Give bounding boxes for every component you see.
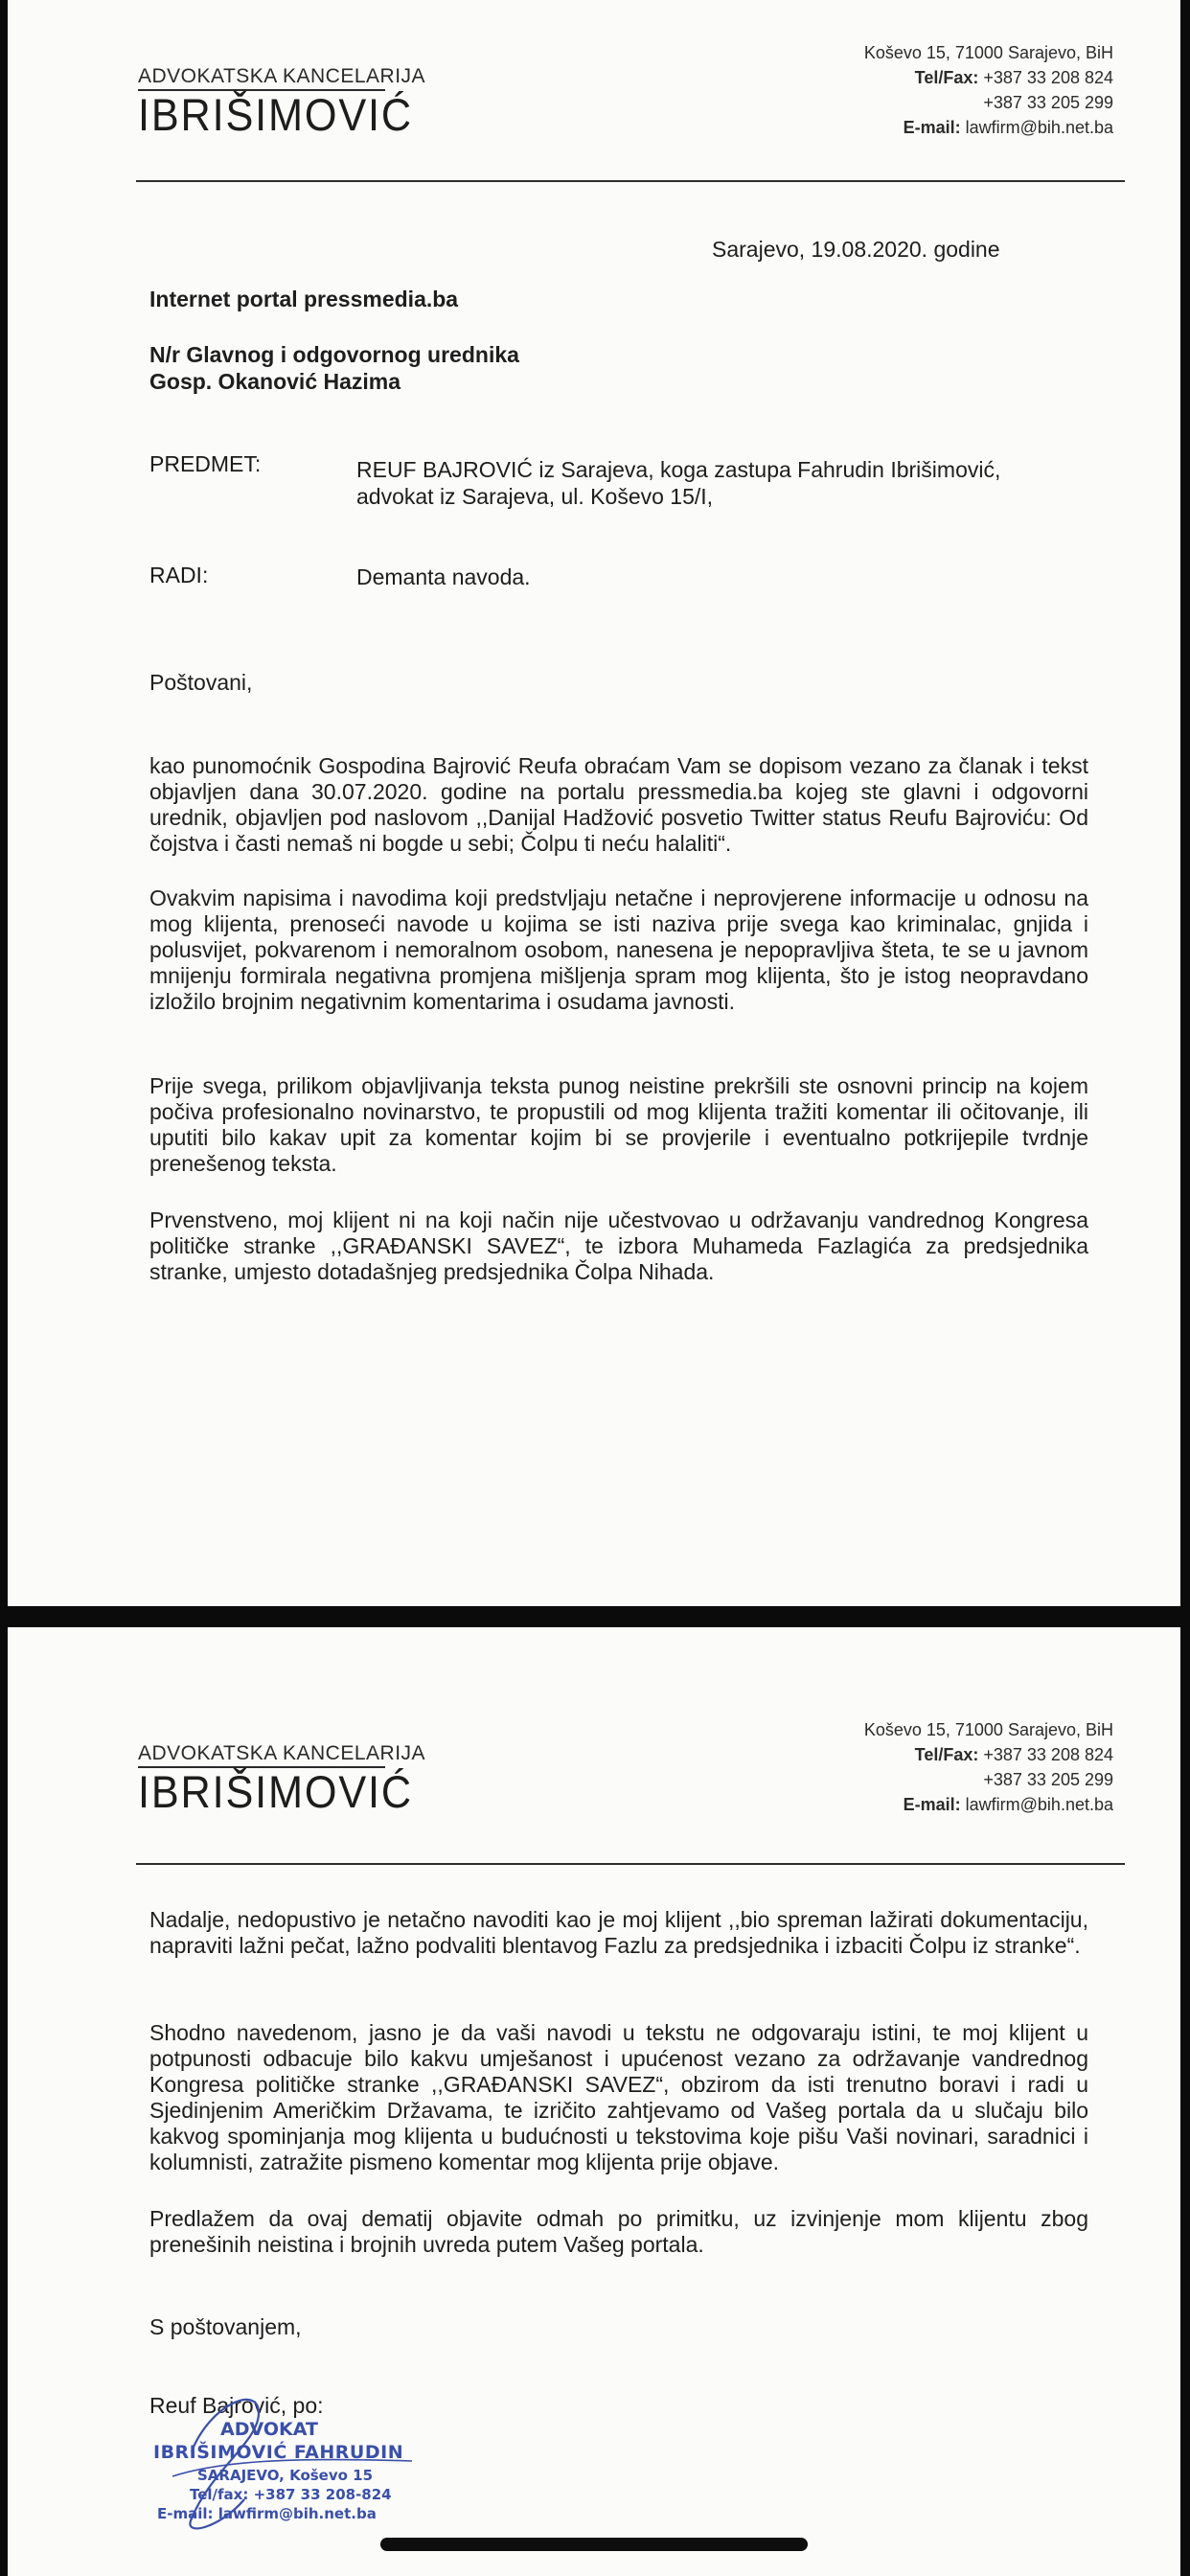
signature-scribble bbox=[153, 2384, 431, 2547]
phone-line-1: Tel/Fax: +387 33 208 824 bbox=[914, 68, 1113, 87]
letter-date: Sarajevo, 19.08.2020. godine bbox=[712, 237, 1000, 262]
firm-logo bbox=[138, 65, 437, 138]
email-line: E-mail: lawfirm@bih.net.ba bbox=[903, 1795, 1113, 1814]
subject-line-2: advokat iz Sarajeva, ul. Koševo 15/I, bbox=[356, 484, 714, 509]
letter-page-1 bbox=[8, 0, 1180, 1606]
body-paragraph: kao punomoćnik Gospodina Bajrović Reufa obraćam Vam se dopisom vezano za članak i tekst objavljen dana 30.07.2020. godine na portalu pressmedia.ba kojeg ste glavni i odgovorni urednik, objavljen pod naslovom ,,Danijal Hadžović posvetio Twitter status Reufu Bajroviću: Od čojstva i časti nemaš ni bogde u sebi; Čolpu ti neću halaliti“. bbox=[149, 753, 1088, 856]
phone-line-1: Tel/Fax: +387 33 208 824 bbox=[914, 1745, 1113, 1764]
address: Koševo 15, 71000 Sarajevo, BiH bbox=[863, 1720, 1113, 1739]
phone-line-2: +387 33 205 299 bbox=[983, 1770, 1113, 1789]
lawyer-stamp bbox=[153, 2384, 431, 2547]
re-text: Demanta navoda. bbox=[356, 564, 531, 589]
body-paragraph: Nadalje, nedopustivo je netačno navoditi kao je moj klijent ,,bio spreman lažirati dokumentaciju, napraviti lažni pečat, lažno podvaliti blentavog Fazlu za predsjednika i izbaciti Čolpu iz stranke“. bbox=[149, 1907, 1088, 1958]
stamp-line-5: E-mail: lawfirm@bih.net.ba bbox=[157, 2505, 377, 2522]
attention-line-1: N/r Glavnog i odgovornog urednika bbox=[149, 342, 519, 367]
re-label: RADI: bbox=[149, 563, 209, 587]
contact-block bbox=[864, 1717, 1113, 1817]
firm-label: ADVOKATSKA KANCELARIJA bbox=[138, 65, 385, 91]
body-paragraph: Predlažem da ovaj dematij objavite odmah po primitku, uz izvinjenje mom klijentu zbog prenešinih neistina i brojnih uvreda putem Vašeg portala. bbox=[149, 2206, 1088, 2257]
stamp-line-3: SARAJEVO, Koševo 15 bbox=[197, 2467, 374, 2484]
header-divider bbox=[136, 180, 1125, 182]
body-paragraph: Ovakvim napisima i navodima koji predstvljaju netačne i neprovjerene informacije u odnosu na mog klijenta, prenoseći navode u kojima se isti naziva prije svega kao kriminalac, gnjida i polusvijet, pokvarenom i nemoralnom osobom, nanesena je nepopravljiva šteta, te se u javnom mnijenju formirala negativna promjena mišljenja spram mog klijenta, što je istog neopravdano izložilo brojnim negativnim komentarima i osudama javnosti. bbox=[149, 886, 1088, 1014]
recipient: Internet portal pressmedia.ba bbox=[149, 287, 459, 311]
email-line: E-mail: lawfirm@bih.net.ba bbox=[903, 118, 1113, 137]
phone-line-2: +387 33 205 299 bbox=[983, 93, 1113, 112]
subject-line-1: REUF BAJROVIĆ iz Sarajeva, koga zastupa Fahrudin Ibrišimović, bbox=[356, 457, 1001, 482]
subject-label: PREDMET: bbox=[149, 451, 262, 476]
stamp-line-4: Tel/fax: +387 33 208-824 bbox=[190, 2486, 392, 2503]
body-paragraph: Prvenstveno, moj klijent ni na koji način nije učestvovao u održavanju vandrednog Kongresa političke stranke ,,GRAĐANSKI SAVEZ“, te izbora Muhameda Fazlagića za predsjednika stranke, umjesto dotadašnjeg predsjednika Čolpa Nihada. bbox=[149, 1208, 1088, 1284]
contact-block bbox=[864, 40, 1113, 140]
closing: S poštovanjem, bbox=[149, 2314, 302, 2339]
firm-name: IBRIŠIMOVIĆ bbox=[138, 1766, 413, 1817]
firm-name: IBRIŠIMOVIĆ bbox=[138, 89, 413, 140]
body-paragraph: Shodno navedenom, jasno je da vaši navodi u tekstu ne odgovaraju istini, te moj klijent u potpunosti odbacuje bilo kakvu umješanost i upućenost vezano za održavanje vandrednog Kongresa političke stranke ,,GRAĐANSKI SAVEZ“, obzirom da isti trenutno boravi i radi u Sjedinjenim Američkim Državama, te izričito zahtjevamo od Vašeg portala da u slučaju bilo kakvog spominjanja mog klijenta u budućnosti u tekstovima koje pišu Vaši novinari, saradnici i kolumnisti, zatražite pismeno komentar mog klijenta prije objave. bbox=[149, 2020, 1088, 2174]
signatory: Reuf Bajrović, po: bbox=[149, 2393, 324, 2418]
firm-label: ADVOKATSKA KANCELARIJA bbox=[138, 1742, 385, 1768]
attention-line-2: Gosp. Okanović Hazima bbox=[149, 369, 401, 394]
address: Koševo 15, 71000 Sarajevo, BiH bbox=[863, 43, 1113, 62]
greeting: Poštovani, bbox=[149, 670, 253, 695]
home-indicator[interactable] bbox=[380, 2538, 808, 2551]
body-paragraph: Prije svega, prilikom objavljivanja teksta punog neistine prekršili ste osnovni princip na kojem počiva profesionalno novinarstvo, te propustili od mog klijenta tražiti komentar ili očitovanje, ili uputiti bilo kakav upit za komentar kojim bi se provjerile i eventualno potkrijepile tvrdnje prenešenog teksta. bbox=[149, 1073, 1088, 1176]
stamp-line-2: IBRIŠIMOVIĆ FAHRUDIN bbox=[153, 2442, 404, 2463]
firm-logo bbox=[138, 1742, 437, 1815]
stamp-line-1: ADVOKAT bbox=[220, 2419, 318, 2440]
header-divider bbox=[136, 1863, 1125, 1865]
